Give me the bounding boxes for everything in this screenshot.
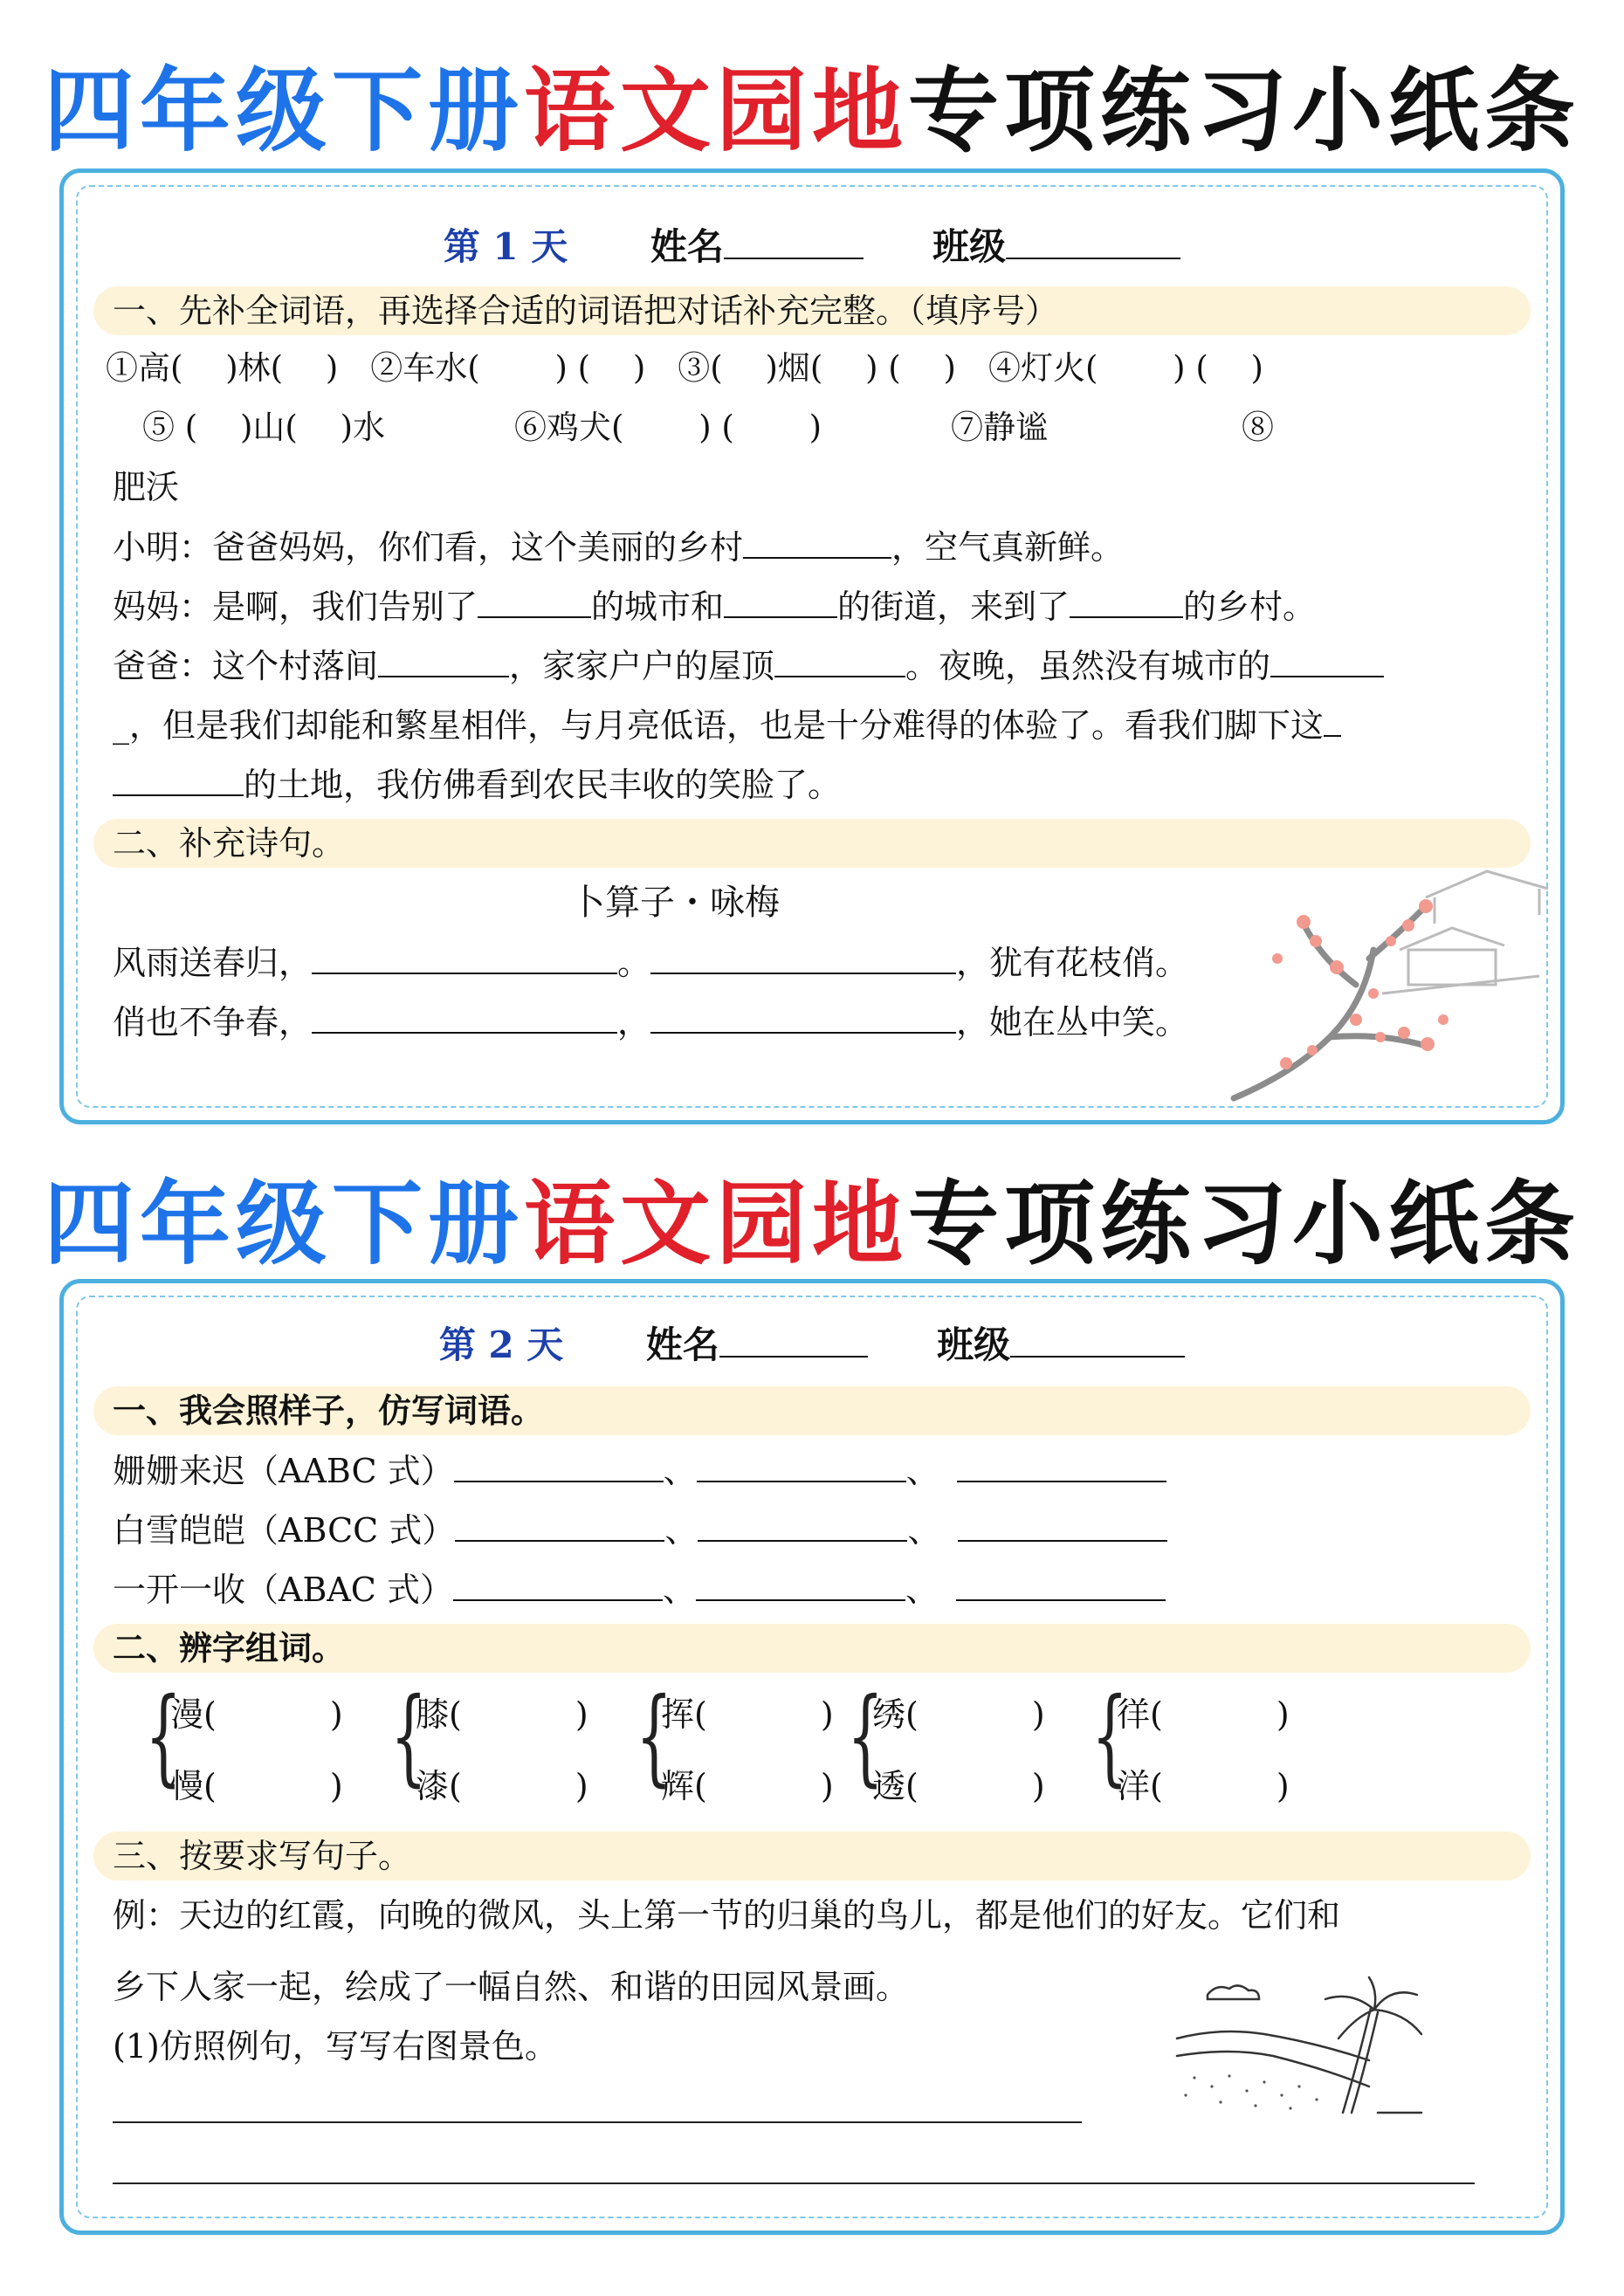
writing-line[interactable] bbox=[113, 2121, 1082, 2123]
answer-blank[interactable] bbox=[1070, 581, 1183, 618]
word-row: ⑤ ( )山( )水 ⑥鸡犬( ) ( ) ⑦静谧 ⑧ bbox=[142, 409, 1275, 446]
answer-blank[interactable] bbox=[724, 581, 837, 618]
pattern-row: 姗姗来迟（AABC 式） 、 、 bbox=[113, 1446, 1166, 1495]
answer-blank[interactable] bbox=[743, 522, 891, 559]
day-header: 第 1 天 姓名 班级 bbox=[64, 218, 1560, 271]
task-instruction: (1)仿照例句，写写右图景色。 bbox=[113, 2027, 558, 2066]
class-field[interactable] bbox=[1006, 223, 1180, 259]
section-heading: 二、辨字组词。 bbox=[113, 1628, 346, 1667]
poem-line: 俏也不争春， ， ，她在丛中笑。 bbox=[113, 997, 1188, 1047]
answer-blank[interactable] bbox=[698, 1505, 907, 1542]
poem-title: 卜算子・咏梅 bbox=[570, 883, 780, 923]
answer-blank[interactable] bbox=[650, 938, 956, 974]
worksheet-card-day2 bbox=[59, 1279, 1565, 2235]
answer-blank[interactable] bbox=[774, 641, 905, 677]
example-sentence: 例：天边的红霞，向晚的微风，头上第一节的归巢的鸟儿，都是他们的好友。它们和 bbox=[113, 1896, 1341, 1935]
page-title-1: 四年级下册语文园地专项练习小纸条 bbox=[43, 58, 1581, 164]
pair-top: 挥( ) bbox=[661, 1695, 834, 1734]
pair-bottom: 洋( ) bbox=[1117, 1767, 1290, 1805]
plum-blossom-illustration bbox=[1225, 845, 1557, 1107]
worksheet-card-day1 bbox=[59, 168, 1565, 1124]
section-heading: 二、补充诗句。 bbox=[113, 824, 346, 863]
section-heading: 一、我会照样子，仿写词语。 bbox=[113, 1391, 545, 1430]
page-title-2: 四年级下册语文园地专项练习小纸条 bbox=[43, 1171, 1581, 1277]
answer-blank[interactable] bbox=[312, 938, 617, 974]
pattern-row: 一开一收（ABAC 式） 、 、 bbox=[113, 1564, 1166, 1614]
answer-blank[interactable] bbox=[1270, 641, 1384, 677]
pair-top: 绣( ) bbox=[872, 1695, 1045, 1734]
answer-blank[interactable] bbox=[113, 760, 244, 796]
dialogue-line: 的土地，我仿佛看到农民丰收的笑脸了。 bbox=[113, 760, 841, 809]
pair-bottom: 慢( ) bbox=[170, 1767, 343, 1805]
pattern-row: 白雪皑皑（ABCC 式） 、 、 bbox=[113, 1505, 1167, 1555]
pair-bottom: 透( ) bbox=[872, 1767, 1045, 1805]
answer-blank[interactable] bbox=[455, 1505, 664, 1542]
brace-icon: { bbox=[636, 1676, 673, 1798]
answer-blank[interactable] bbox=[696, 1564, 905, 1601]
name-field[interactable] bbox=[719, 1321, 868, 1358]
word-row: ①高( )林( ) ②车水( ) ( ) ③( )烟( ) ( ) ④灯火( ) ( ) bbox=[106, 349, 1263, 387]
pair-top: 漫( ) bbox=[170, 1695, 343, 1734]
section-heading: 一、先补全词语，再选择合适的词语把对话补充完整。（填序号） bbox=[113, 292, 1059, 330]
pair-top: 膝( ) bbox=[416, 1695, 588, 1734]
beach-scene-illustration bbox=[1168, 1973, 1430, 2121]
dialogue-line: _，但是我们却能和繁星相伴，与月亮低语，也是十分难得的体验了。看我们脚下这 bbox=[113, 700, 1341, 750]
class-field[interactable] bbox=[1010, 1321, 1185, 1358]
writing-line[interactable] bbox=[113, 2183, 1475, 2184]
word-row: 肥沃 bbox=[113, 468, 180, 506]
dialogue-line: 爸爸：这个村落间 ，家家户户的屋顶 。夜晚，虽然没有城市的 bbox=[113, 641, 1384, 691]
day-header: 第 2 天 姓名 班级 bbox=[64, 1316, 1560, 1369]
brace-icon: { bbox=[390, 1676, 428, 1798]
answer-blank[interactable] bbox=[454, 1446, 664, 1482]
example-sentence: 乡下人家一起，绘成了一幅自然、和谐的田园风景画。 bbox=[113, 1968, 910, 2006]
answer-blank[interactable] bbox=[378, 641, 509, 677]
answer-blank[interactable] bbox=[650, 997, 956, 1034]
dialogue-line: 妈妈：是啊，我们告别了 的城市和 的街道，来到了 的乡村。 bbox=[113, 581, 1316, 631]
brace-icon: { bbox=[1091, 1676, 1129, 1798]
answer-blank[interactable] bbox=[478, 581, 591, 618]
pair-bottom: 辉( ) bbox=[661, 1767, 834, 1805]
pair-top: 徉( ) bbox=[1117, 1695, 1290, 1734]
answer-blank[interactable] bbox=[312, 997, 617, 1034]
answer-blank[interactable] bbox=[958, 1505, 1167, 1542]
brace-icon: { bbox=[145, 1676, 182, 1798]
name-field[interactable] bbox=[724, 223, 864, 259]
answer-blank[interactable] bbox=[956, 1564, 1166, 1601]
poem-line: 风雨送春归， 。 ，犹有花枝俏。 bbox=[113, 938, 1188, 987]
answer-blank[interactable] bbox=[1324, 700, 1341, 737]
dialogue-line: 小明：爸爸妈妈，你们看，这个美丽的乡村 ，空气真新鲜。 bbox=[113, 522, 1124, 572]
answer-blank[interactable] bbox=[957, 1446, 1166, 1482]
brace-icon: { bbox=[847, 1676, 884, 1798]
section-heading: 三、按要求写句子。 bbox=[113, 1837, 412, 1875]
answer-blank[interactable] bbox=[453, 1564, 663, 1601]
answer-blank[interactable] bbox=[697, 1446, 906, 1482]
pair-bottom: 漆( ) bbox=[416, 1767, 588, 1805]
